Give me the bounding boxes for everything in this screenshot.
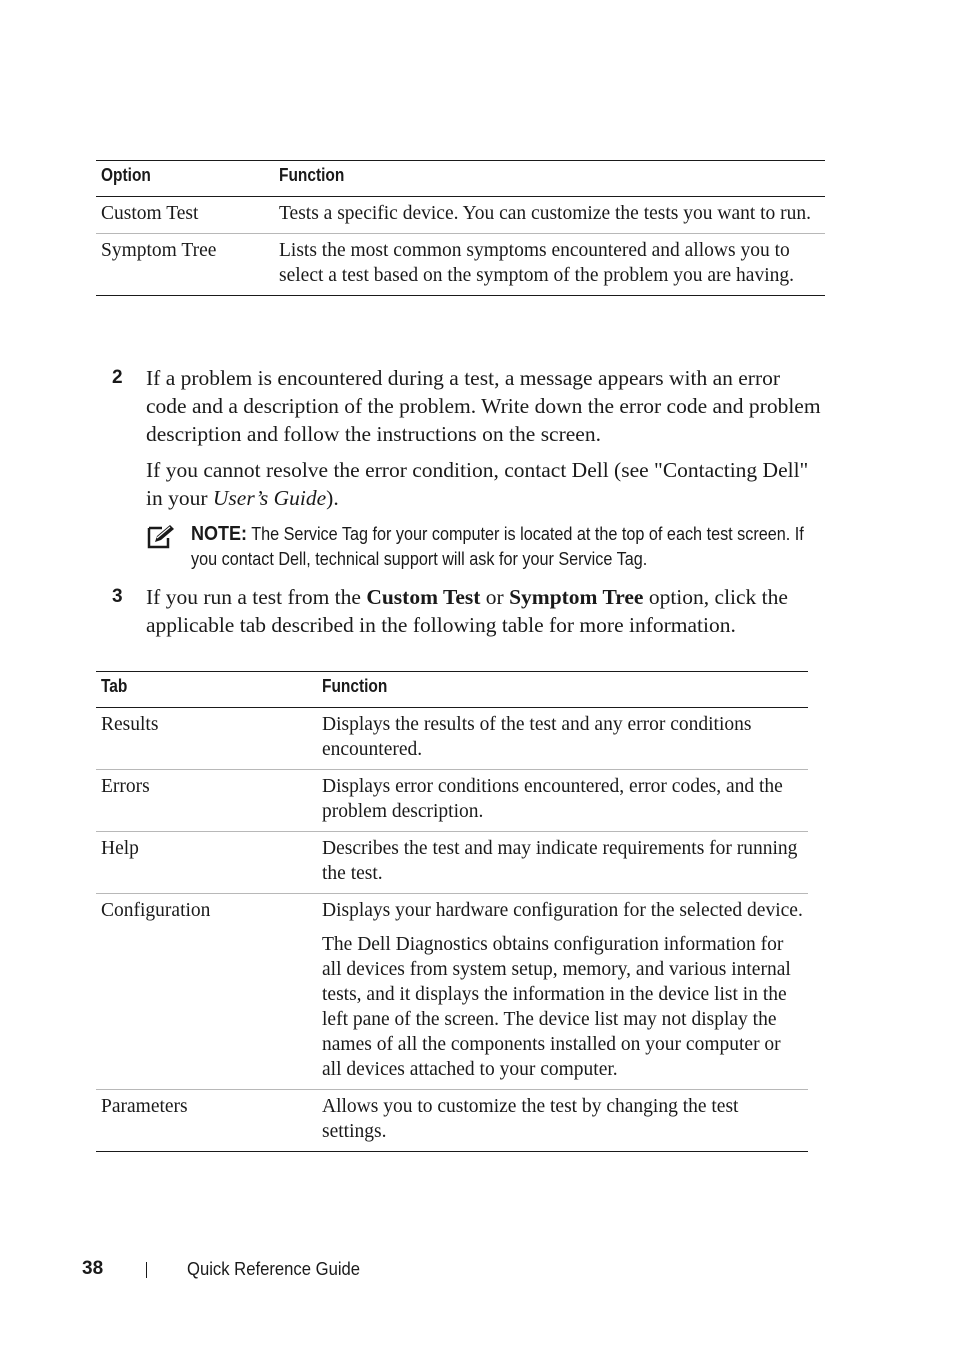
tab-function [317,832,808,894]
tab-name: Results [96,708,317,770]
tab-function [317,708,808,770]
footer-separator [146,1262,147,1278]
step-3-text-part: If you run a test from the [146,585,367,609]
tab-function [317,1090,808,1152]
tab-function-text: Allows you to customize the test by changing the test settings. [322,1096,739,1142]
option-function: Lists the most common symptoms encountered and allows you to select a test based on the symptom of the problem you are having. [274,234,825,296]
step-number: 3 [112,586,123,607]
step-number: 2 [112,367,123,388]
option-name: Custom Test [96,197,274,234]
option-name: Symptom Tree [96,234,274,296]
table-row [96,894,808,1090]
note-text [191,522,812,572]
page-number: 38 [82,1258,104,1279]
table-row [96,708,808,770]
column-header-function: Function [317,672,808,708]
options-table [96,160,825,296]
step-3-text-part: or [480,585,510,609]
tab-function-text: The Dell Diagnostics obtains configuration information for all devices from system setup, memory, and various internal tests, and it displays the information in the device list in the left pane of the screen. The device list may not display the names of all the components installed on your computer or all devices attached to your computer. [322,934,791,1080]
tab-function-text: Displays error conditions encountered, error codes, and the problem description. [322,776,783,822]
table-row [96,234,825,296]
tab-function-text: Displays your hardware configuration for the selected device. [322,900,803,921]
table-row [96,197,825,234]
note-label: NOTE: [191,523,247,545]
note-block [146,522,816,572]
step-body [146,583,824,639]
column-header-function: Function [274,161,825,197]
footer-title: Quick Reference Guide [187,1258,361,1279]
contact-text-end: ). [326,486,339,510]
tab-name: Parameters [96,1090,317,1152]
tab-function-text: Describes the test and may indicate requirements for running the test. [322,838,798,884]
step-2-text: If a problem is encountered during a test, a message appears with an error code and a description of the problem. Write down the error code and problem description and follow the instructions on the screen. [146,366,821,446]
step-3 [112,583,824,639]
column-header-option: Option [96,161,274,197]
tab-function [317,894,808,1090]
symptom-tree-term: Symptom Tree [509,585,644,609]
page-footer [0,1256,954,1286]
step-2 [112,364,824,512]
step-2-contact [146,456,824,512]
tabs-table-header [96,672,808,708]
table-row [96,1090,808,1152]
tab-name: Help [96,832,317,894]
tab-name: Configuration [96,894,317,1090]
tabs-table [96,671,808,1152]
note-body: The Service Tag for your computer is located at the top of each test screen. If you contact Dell, technical support will ask for your Service Tag. [191,524,804,569]
custom-test-term: Custom Test [366,585,481,609]
note-pencil-icon [146,524,176,550]
contact-text: If you cannot resolve the error condition, contact Dell (see "Contacting Dell" in your [146,458,809,510]
step-3-text [146,583,824,639]
column-header-tab: Tab [96,672,317,708]
table-row [96,832,808,894]
step-3-text-part: option, click the applicable tab described in the following table for more information. [146,585,788,637]
options-table-header [96,161,825,197]
tab-function [317,770,808,832]
table-row [96,770,808,832]
option-function: Tests a specific device. You can customize the tests you want to run. [274,197,825,234]
tab-name: Errors [96,770,317,832]
tab-function-text: Displays the results of the test and any error conditions encountered. [322,714,752,760]
users-guide-reference: User’s Guide [212,486,327,510]
step-body [146,364,824,512]
